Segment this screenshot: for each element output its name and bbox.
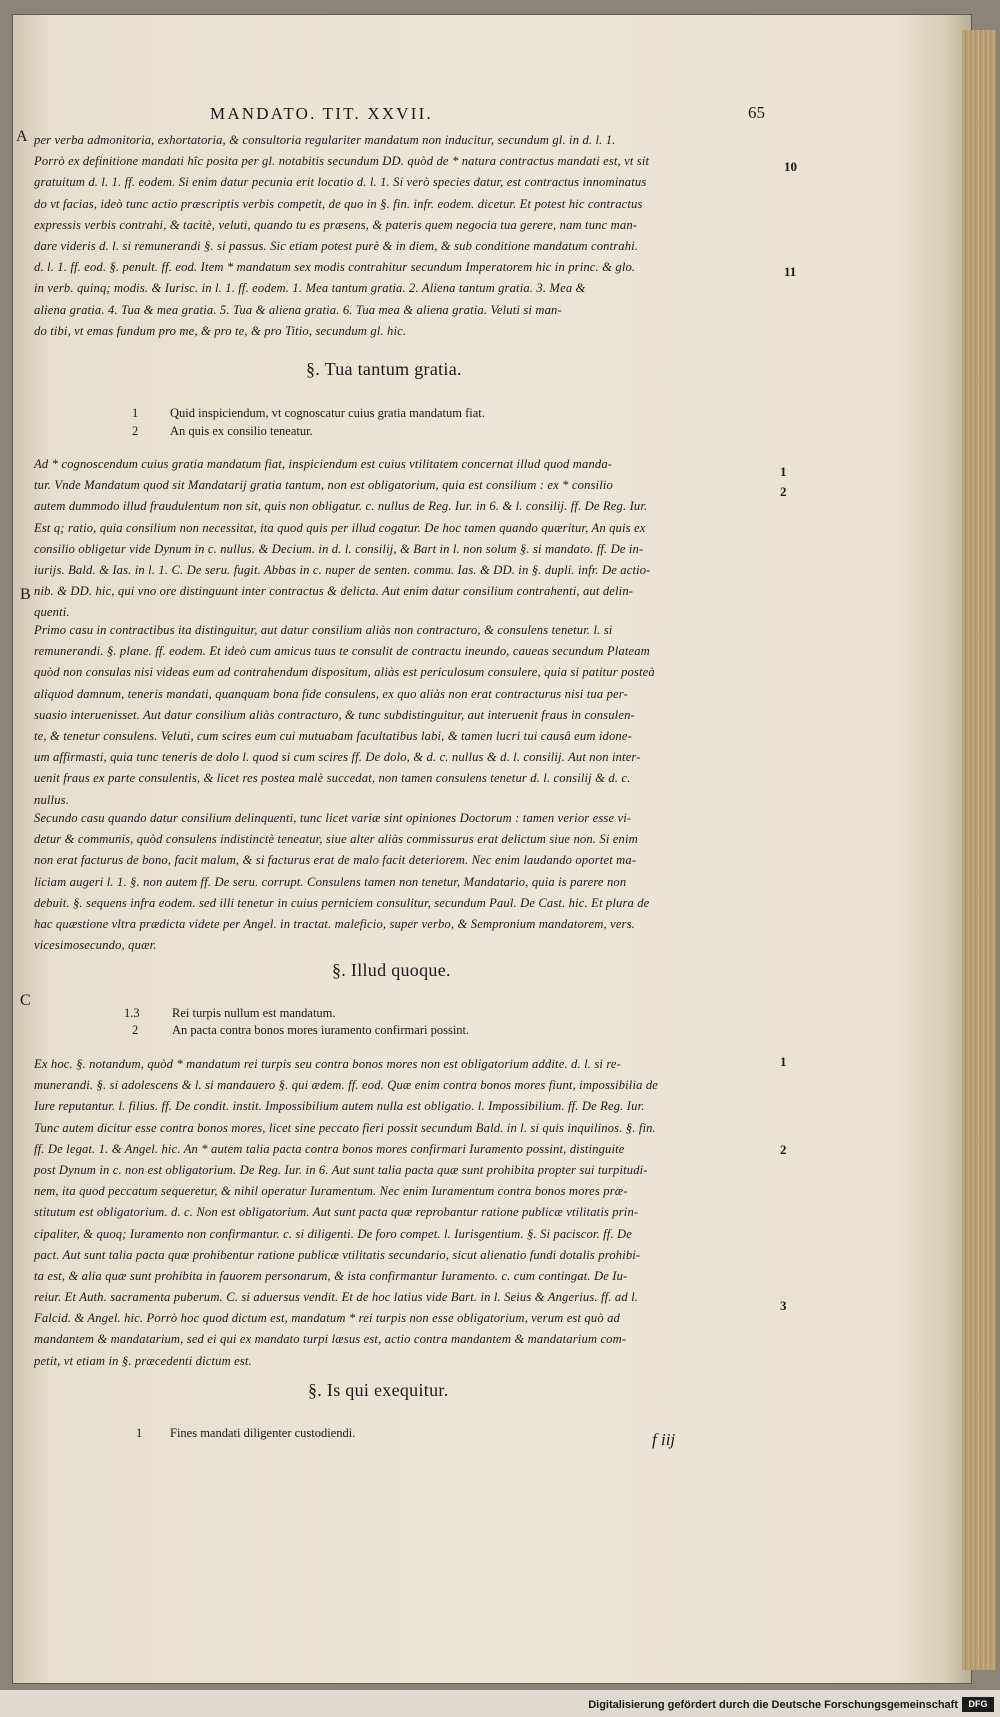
text-line: Falcid. & Angel. hic. Porrò hoc quod dictum est, mandatum * rei turpis non esse obligatorium, verum est quò ad	[34, 1311, 620, 1326]
text-line: consilio obligetur vide Dynum in c. nullus. & Decium. in d. l. consilij, & Bart in l. non solum §. si mandato. ff. De in-	[34, 541, 644, 556]
text-line: stitutum est obligatorium. d. c. Non est obligatorium. Aut sunt pacta quæ reprobantur ratione publicæ vtilitatis prin-	[34, 1205, 639, 1220]
text-line: d. l. 1. ff. eod. §. penult. ff. eod. Item * mandatum sex modis contrahitur secundum Imperatorem hic in princ. & glo.	[34, 260, 636, 275]
text-line: suasio interuenisset. Aut datur consilium aliàs contracturo, & tunc subdistinguitur, aut interuenit fraus in consulen-	[34, 707, 635, 722]
text-line: vicesimosecundo, quær.	[34, 938, 157, 953]
index-number: 2	[132, 424, 139, 438]
text-line: Iure reputantur. l. filius. ff. De condit. instit. Impossibilium autem nulla est obligatio. l. Impossibilium. ff. De Reg. Iur.	[34, 1099, 645, 1114]
text-line: iurijs. Bald. & Ias. in l. 1. C. De seru. fugit. Abbas in c. nuper de senten. commu. Ias. & DD. in §. dupli. infr. De actio-	[34, 562, 651, 577]
index-entry: An pacta contra bonos mores iuramento confirmari possint.	[172, 1023, 470, 1037]
section-heading: §. Is qui exequitur.	[308, 1380, 449, 1400]
book-fore-edge	[962, 30, 996, 1670]
text-line: post Dynum in c. non est obligatorium. De Reg. Iur. in 6. Aut sunt talia pacta quæ sunt prohibita propter sui turpitudi-	[34, 1162, 648, 1177]
margin-letter-b: B	[20, 586, 31, 603]
text-line: Est q; ratio, quia consilium non necessitat, ita quod quis per illud cogatur. De hoc tamen quando quæritur, An quis ex	[34, 520, 646, 535]
margin-note-number: 2	[780, 484, 787, 499]
paragraph-section1-c	[34, 808, 649, 956]
text-line: do tibi, vt emas fundum pro me, & pro te, & pro Titio, secundum gl. hic.	[34, 323, 407, 338]
text-line: do vt facias, ideò tunc actio præscriptis verbis competit, de quo in §. fin. infr. eodem. dicetur. Et potest hic contractus	[34, 196, 643, 211]
signature-mark: f iij	[652, 1430, 676, 1449]
text-line: expressis verbis contrahi, & tacitè, veluti, quando tu es præsens, & pateris quem negocia tua gerere, nam tunc man-	[34, 217, 638, 232]
text-line: mandantem & mandatarium, sed ei qui ex mandato turpi læsus est, actio contra mandantem & mandatarium com-	[34, 1332, 627, 1347]
text-line: cipaliter, & quoq; Iuramento non confirmantur. c. si diligenti. De foro compet. l. Iurisgentium. §. Si paciscor. ff. De	[34, 1226, 633, 1241]
text-line: non erat facturus de bono, facit malum, & si facturus erat de malo facit deteriorem. Nec enim laudando oportet ma-	[34, 853, 637, 868]
index-entry: Rei turpis nullum est mandatum.	[172, 1006, 336, 1020]
margin-note-number: 11	[784, 264, 797, 279]
paragraph-section2	[34, 1054, 658, 1372]
text-line: pact. Aut sunt talia pacta quæ prohibentur ratione publicæ vtilitatis secundario, sicut alienatio fundi dotalis prohibi-	[34, 1247, 641, 1262]
text-line: aliena gratia. 4. Tua & mea gratia. 5. Tua & aliena gratia. 6. Tua mea & aliena gratia. Veluti si man-	[34, 302, 562, 317]
index-number: 1.3	[124, 1006, 140, 1020]
margin-note-number: 1	[780, 464, 787, 479]
text-line: hac quæstione vltra prædicta videte per Angel. in tractat. maleficio, super verbo, & Sempronium mandatorem, vers.	[34, 916, 635, 931]
text-line: quenti.	[34, 605, 70, 620]
text-line: uenit fraus ex parte consulentis, & licet res postea malè succedat, non tamen consulens tenetur d. l. consilij & d. c.	[34, 771, 631, 786]
paragraph-section1-b	[34, 620, 655, 811]
margin-letter-c: C	[20, 992, 31, 1009]
text-line: quòd non consulas nisi videas eum ad contrahendum dispositum, aliàs est periculosum consulere, quia si patitur posteà	[34, 665, 655, 680]
text-line: per verba admonitoria, exhortatoria, & consultoria regulariter mandatum non inducitur, secundum gl. in d. l. 1.	[34, 133, 616, 147]
index-number: 1	[136, 1426, 143, 1440]
margin-note-number: 1	[780, 1054, 787, 1069]
margin-letter-a: A	[16, 128, 28, 145]
text-line: munerandi. §. si adolescens & l. si mandauero §. qui ædem. ff. eod. Quæ enim contra bonos mores fiunt, impossibilia de	[34, 1078, 659, 1093]
text-line: debuit. §. sequens infra eodem. sed illi tenetur in cuius perniciem consulitur, secundum Paul. De Cast. hic. Et plura de	[34, 895, 650, 910]
text-line: reiur. Et Auth. sacramenta puberum. C. si aduersus vendit. Et de hoc latius vide Bart. in l. Seius & Angerius. ff. ad l.	[34, 1290, 639, 1305]
text-line: detur & communis, quòd consulens indistinctè teneatur, siue alter aliàs commissurus erat delictum siue non. Si enim	[34, 832, 638, 847]
margin-note-number: 3	[780, 1298, 787, 1313]
index-entry: An quis ex consilio teneatur.	[170, 424, 313, 438]
text-line: ta est, & alia quæ sunt prohibita in fauorem personarum, & ista confirmantur Iuramento. c. cum contingat. De Iu-	[34, 1268, 628, 1283]
running-header: MANDATO. TIT. XXVII.	[210, 104, 433, 123]
text-line: Secundo casu quando datur consilium delinquenti, tunc licet variæ sint opiniones Doctorum : tamen verior esse vi-	[34, 811, 632, 825]
text-line: dare videris d. l. si remunerandi §. si passus. Sic etiam potest purè & in diem, & sub conditione mandatum contrahi.	[34, 238, 639, 253]
text-line: gratuitum d. l. 1. ff. eodem. Si enim datur pecunia erit locatio d. l. 1. Si verò species datur, est contractus innominatus	[34, 175, 647, 190]
section-heading: §. Tua tantum gratia.	[306, 359, 462, 379]
text-line: petit, vt etiam in §. præcedenti dictum est.	[34, 1353, 252, 1368]
text-line: aliquod damnum, teneris mandati, quanquam bona fide consulens, ex quo aliàs non erat contracturus nisi tua per-	[34, 686, 628, 701]
digitization-credit: Digitalisierung gefördert durch die Deutsche Forschungsgemeinschaft	[588, 1699, 958, 1711]
text-line: nib. & DD. hic, qui vno ore distinguunt inter contractus & delicta. Aut enim datur consilium contrahenti, aut delin-	[34, 584, 634, 599]
text-line: Primo casu in contractibus ita distinguitur, aut datur consilium aliàs non contracturo, & consulens tenetur. l. si	[34, 623, 613, 637]
text-line: Ad * cognoscendum cuius gratia mandatum fiat, inspiciendum est cuius vtilitatem concernat illud quod manda-	[34, 457, 613, 471]
text-line: nullus.	[34, 792, 69, 807]
index-number: 1	[132, 406, 139, 420]
margin-note-number: 2	[780, 1142, 787, 1157]
text-line: Ex hoc. §. notandum, quòd * mandatum rei turpis seu contra bonos mores non est obligatorium addite. d. l. si re-	[34, 1057, 621, 1071]
index-entry: Fines mandati diligenter custodiendi.	[170, 1426, 356, 1440]
dfg-logo: DFG	[962, 1697, 994, 1712]
text-line: te, & tenetur consulens. Veluti, cum scires eum cui mutuabam facultatibus labi, & tamen lucri tui causâ eum idone-	[34, 728, 632, 743]
text-line: autem dummodo illud fraudulentum non sit, quis non obligatur. c. nullus de Reg. Iur. in 6. & l. consilij. ff. De Reg. Iur.	[34, 499, 648, 514]
page-number: 65	[748, 103, 765, 122]
text-line: nem, ita quod peccatum sequeretur, & nihil operatur Iuramentum. Nec enim Iuramentum contra bonos mores præ-	[34, 1184, 628, 1199]
text-line: um affirmasti, quia tunc teneris de dolo l. quod si cum scires ff. De dolo, & d. c. nullus & d. l. consilij. Aut non inter-	[34, 750, 641, 765]
paragraph-section1	[34, 454, 651, 624]
section-heading: §. Illud quoque.	[332, 960, 451, 980]
text-line: liciam augeri l. 1. §. non autem ff. De seru. corrupt. Consulens tamen non tenetur, Mandatario, quia is parere non	[34, 874, 627, 889]
text-line: remunerandi. §. plane. ff. eodem. Et ideò cum amicus tuus te consulit de contractu ineundo, caueas secundum Plateam	[34, 644, 650, 659]
index-entry: Quid inspiciendum, vt cognoscatur cuius gratia mandatum fiat.	[170, 406, 485, 420]
text-line: Tunc autem dicitur esse contra bonos mores, licet sine peccato fieri possit secundum Bald. in l. si quis inquilinos. §. fin.	[34, 1120, 656, 1135]
text-line: Porrò ex definitione mandati hîc posita per gl. notabitis secundum DD. quòd de * natura contractus mandati est, vt sit	[34, 154, 650, 169]
text-line: ff. De legat. 1. & Angel. hic. An * autem talia pacta contra bonos mores confirmari Iuramento possint, distinguite	[34, 1141, 625, 1156]
paragraph-intro	[34, 130, 649, 342]
text-line: in verb. quinq; modis. & Iurisc. in l. 1. ff. eodem. 1. Mea tantum gratia. 2. Aliena tantum gratia. 3. Mea &	[34, 281, 586, 296]
text-line: tur. Vnde Mandatum quod sit Mandatarij gratia tantum, non est obligatorium, quia est consilium : ex * consilio	[34, 478, 613, 493]
margin-note-number: 10	[784, 159, 797, 174]
index-number: 2	[132, 1023, 139, 1037]
